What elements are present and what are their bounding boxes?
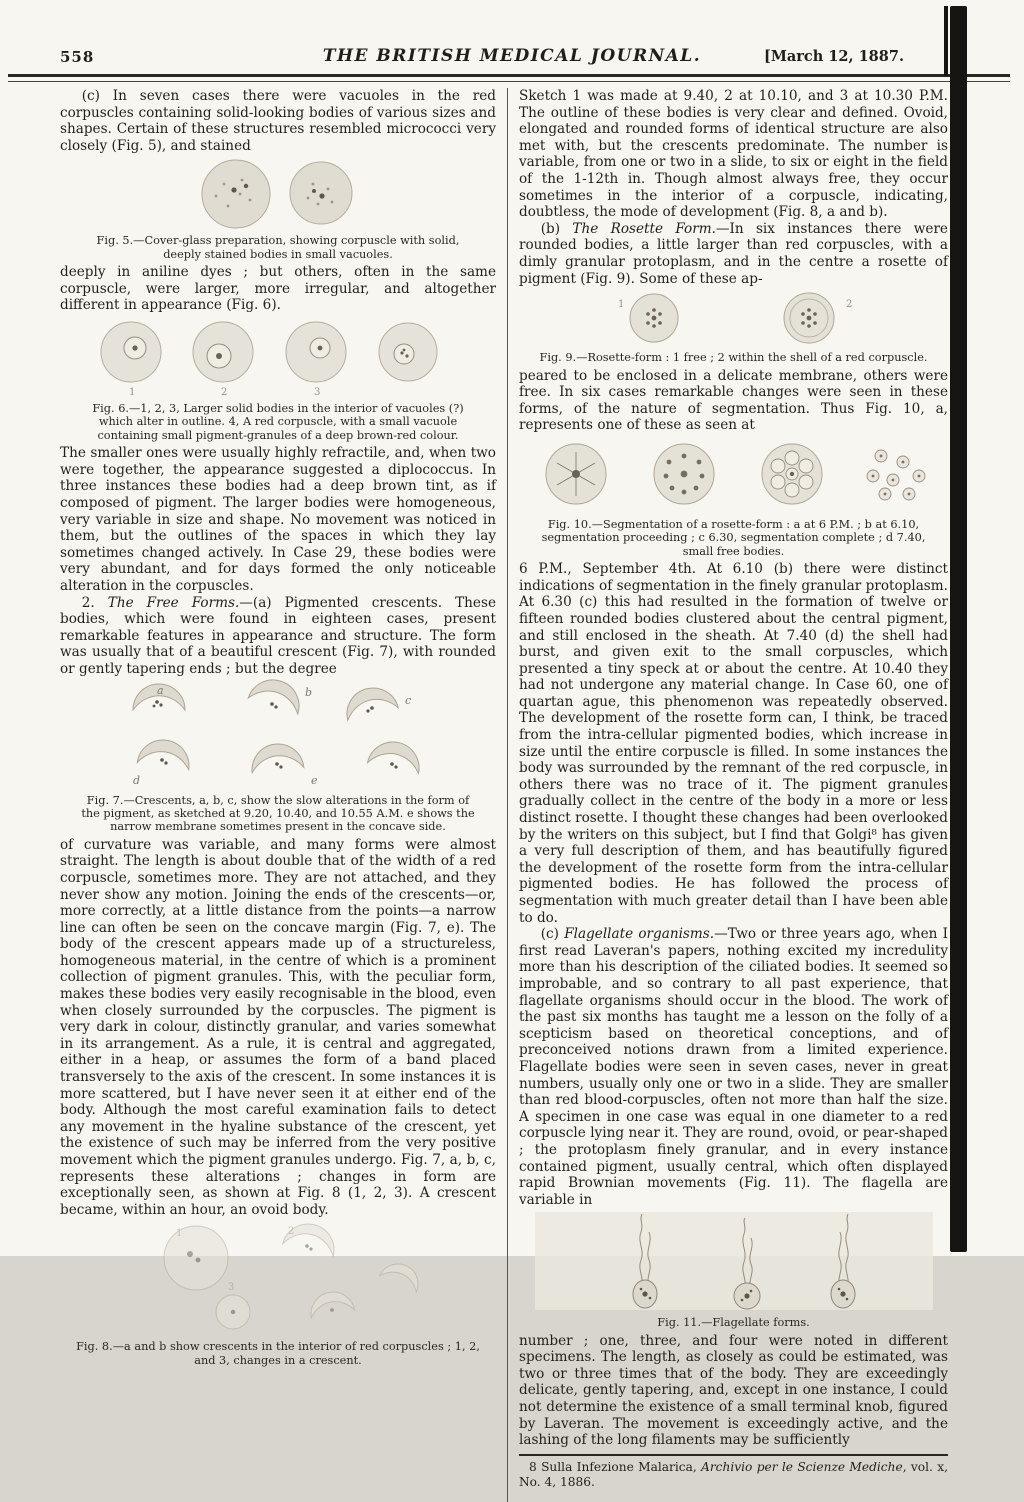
- footnote-citation-tail: , vol. x, No. 4, 1886.: [519, 1459, 948, 1489]
- figure-7-illustration: [60, 679, 496, 791]
- paragraph-flagellate: [519, 926, 948, 1208]
- journal-title: THE BRITISH MEDICAL JOURNAL.: [322, 46, 702, 66]
- paragraph-number: number ; one, three, and four were noted in different specimens. The length, as closely as could be estimated, was two or three times that of the body. They are exceedingly delicate, gently tapering, and, except in one instance, I could not determine the existence of a small terminal knob, figured by Laveran. The movement is exceedingly active, and the lashing of the long filaments may be sufficiently: [519, 1332, 948, 1449]
- flagellate-title: Flagellate organisms.: [564, 926, 715, 943]
- rosette-lead: (b): [540, 220, 573, 237]
- paragraph-segmentation: 6 P.M., September 4th. At 6.10 (b) there were distinct indications of segmentation in the finely granular protoplasm. At 6.30 (c) this had resulted in the formation of twelve or fifteen rounded bodies clustered about the central pigment, and still enclosed in the sheath. At 7.40 (d) the shell had burst, and given exit to the small corpuscles, which presented a tiny speck at or about the centre. At 10.40 they had not undergone any material change. In Case 60, one of quartan ague, this phenomenon was repeatedly observed. The development of the rosette form can, I think, be traced from the intra-cellular pigmented bodies, which increase in size until the entire corpuscle is filled. In some instances the body was surrounded by the remnant of the red corpuscle, in others there was no trace of it. The pigment granules gradually collect in the centre of the body in a more or less distinct rosette. I thought these changes had been overlooked by the writers on this subject, but I find that Golgi⁸ has given a very full description of them, and has beautifully figured the development of the rosette form from the intra-cellular pigmented bodies. He has followed the process of segmentation with much greater detail than I have been able to do.: [519, 561, 948, 926]
- paragraph-vacuoles: (c) In seven cases there were vacuoles in the red corpuscles containing solid-looking bodies of various sizes and shapes. Certain of these structures resembled micrococci very closely (Fig. 5), and stained: [60, 88, 496, 154]
- figure-7-caption: Fig. 7.—Crescents, a, b, c, show the slow alterations in the form of the pigment, as sketched at 9.20, 10.40, and 10.55 A.M. e shows the narrow membrane sometimes present in the concave side.: [81, 793, 475, 834]
- left-column: [60, 88, 508, 1502]
- rosette-title: The Rosette Form.: [572, 220, 716, 237]
- footnote-golgi: [519, 1454, 948, 1490]
- figure-6-label-1: 1: [129, 386, 136, 398]
- flagellate-lead: (c): [540, 926, 565, 943]
- figure-8-caption: Fig. 8.—a and b show crescents in the interior of red corpuscles ; 1, 2, and 3, changes in a crescent.: [76, 1340, 480, 1367]
- figure-7-label-e: e: [311, 773, 318, 787]
- rosette-sketch-fig9: [554, 289, 914, 347]
- segmentation-sketch-fig10: [521, 436, 947, 514]
- figure-10-caption: Fig. 10.—Segmentation of a rosette-form : a at 6 P.M. ; b at 6.10, segmentation proceeding ; c 6.30, segmentation complete ; d 7.40, small free bodies.: [541, 517, 926, 558]
- footnote-marker-and-title: 8 Sulla Infezione Malarica,: [529, 1459, 702, 1474]
- flagellate-sketch-fig11: [529, 1210, 939, 1312]
- issue-date: [March 12, 1887.: [763, 48, 904, 65]
- paragraph-sketch-times: Sketch 1 was made at 9.40, 2 at 10.10, and 3 at 10.30 P.M. The outline of these bodies is very clear and defined. Ovoid, elongated and rounded forms of identical structure are also met with, but the crescents predominate. The number is variable, from one or two in a slide, to six or eight in the field of the 1-12th in. Though almost always free, they occur sometimes in the interior of a corpuscle, indicating, doubtless, the mode of development (Fig. 8, a and b).: [519, 88, 948, 221]
- paragraph-smaller-ones: The smaller ones were usually highly refractile, and, when two were together, the appearance suggested a diplococcus. In three instances these bodies had a deep brown tint, as if composed of pigment. The larger bodies were homogeneous, very variable in size and shape. No movement was noticed in them, but the outlines of the spaces in which they lay sometimes changed actively. In Case 29, these bodies were very abundant, and for days formed the only noticeable alteration in the corpuscles.: [60, 445, 496, 594]
- two-column-body: [60, 88, 948, 1502]
- figure-11-illustration: [519, 1209, 948, 1313]
- paragraph-free-forms: [60, 595, 496, 678]
- rosette-text: —In six instances there were rounded bodies, a little larger than red corpuscles, with a dimly granular protoplasm, and in the centre a rosette of pigment (Fig. 9). Some of these ap-: [519, 220, 948, 287]
- figure-9-label-2: 2: [845, 299, 852, 311]
- figure-9-illustration: [519, 288, 948, 348]
- figure-6-illustration: [60, 315, 496, 399]
- figure-6-caption: Fig. 6.—1, 2, 3, Larger solid bodies in the interior of vacuoles (?) which alter in outline. 4, A red corpuscle, with a small vacuole containing small pigment-granules of a deep brown-red colour.: [92, 401, 464, 442]
- figure-8-label-1: 1: [176, 1228, 183, 1240]
- figure-6-label-3: 3: [314, 386, 321, 398]
- free-forms-title: The Free Forms.: [107, 594, 240, 611]
- paragraph-peared: peared to be enclosed in a delicate membrane, others were free. In six cases remarkable changes were seen in these forms, of the nature of segmentation. Thus Fig. 10, a, represents one of these as seen at: [519, 367, 948, 434]
- crescent-corpuscle-sketch-fig8: [78, 1220, 478, 1336]
- figure-11-caption: Fig. 11.—Flagellate forms.: [657, 1316, 810, 1330]
- header-rule-thin: [8, 81, 1010, 82]
- figure-8-label-3: 3: [228, 1282, 235, 1294]
- header-rule-thick: [8, 74, 1010, 77]
- figure-7-label-c: c: [405, 693, 412, 707]
- figure-8-label-2: 2: [288, 1226, 295, 1238]
- paragraph-aniline: deeply in aniline dyes ; but others, often in the same corpuscle, were larger, more irregular, and altogether different in appearance (Fig. 6).: [60, 264, 496, 314]
- figure-9-caption: Fig. 9.—Rosette-form : 1 free ; 2 within the shell of a red corpuscle.: [539, 351, 928, 365]
- scan-gutter-mark: [944, 6, 948, 76]
- flagellate-text: —Two or three years ago, when I first read Laveran's papers, nothing excited my incredulity more than his description of the ciliated bodies. It seemed so improbable, and so contrary to all past experience, that flagellate organisms should occur in the blood. The work of the past six months has taught me a lesson on the folly of a scepticism based on theoretical conceptions, and of preconceived notions drawn from a limited experience. Flagellate bodies were seen in seven cases, never in great numbers, usually only one or two in a slide. They are smaller than red blood-corpuscles, often not more than half the size. A specimen in one case was equal in one diameter to a red corpuscle lying near it. They are round, ovoid, or pear-shaped ; the protoplasm finely granular, and in every instance contained pigment, usually central, which often displayed rapid Brownian movements (Fig. 11). The flagella are variable in: [519, 926, 948, 1208]
- paragraph-curvature: of curvature was variable, and many forms were almost straight. The length is about double that of the width of a red corpuscle, sometimes more. They are not attached, and they never show any motion. Joining the ends of the crescents—or, more correctly, at a little distance from the points—a narrow line can often be seen on the concave margin (Fig. 7, e). The body of the crescent appears made up of a structureless, homogeneous material, in the centre of which is a prominent collection of pigment granules. This, with the peculiar form, makes these bodies very easily recognisable in the blood, even when closely surrounded by the corpuscles. The pigment is very dark in colour, distinctly granular, and varies somewhat in its arrangement. As a rule, it is central and aggregated, either in a heap, or assumes the form of a band placed transversely to the axis of the crescent. In some instances it is more scattered, but I have never seen it at either end of the body. Although the most careful examination fails to detect any movement in the hyaline substance of the crescent, yet the existence of such may be inferred from the very positive movement which the pigment granules undergo. Fig. 7, a, b, c, represents these alterations ; changes in form are exceptionally seen, as shown at Fig. 8 (1, 2, 3). A crescent became, within an hour, an ovoid body.: [60, 836, 496, 1218]
- figure-10-illustration: [519, 435, 948, 515]
- vacuole-sketch-fig6: [73, 316, 483, 398]
- scan-gutter-bar: [950, 6, 967, 1252]
- paragraph-rosette-form: [519, 221, 948, 287]
- figure-8-illustration: [60, 1219, 496, 1337]
- figure-7-label-a: a: [157, 683, 164, 697]
- free-forms-number: 2.: [81, 594, 108, 611]
- figure-5-caption: Fig. 5.—Cover-glass preparation, showing corpuscle with solid, deeply stained bodies in small vacuoles.: [96, 234, 460, 261]
- crescents-sketch-fig7: [73, 680, 483, 790]
- footnote-journal-name: Archivio per le Scienze Mediche: [701, 1459, 903, 1474]
- figure-9-label-1: 1: [617, 299, 624, 311]
- right-column: [508, 88, 948, 1502]
- figure-5-illustration: [60, 155, 496, 231]
- corpuscle-sketch-fig5: [158, 156, 398, 230]
- figure-6-label-2: 2: [221, 386, 228, 398]
- figure-7-label-d: d: [133, 773, 141, 787]
- figure-7-label-b: b: [305, 685, 313, 699]
- page-number: 558: [60, 48, 95, 66]
- free-forms-text: —(a) Pigmented crescents. These bodies, which were found in eighteen cases, present remarkable features in appearance and structure. The form was usually that of a beautiful crescent (Fig. 7), with rounded or gently tapering ends ; but the degree: [60, 594, 497, 677]
